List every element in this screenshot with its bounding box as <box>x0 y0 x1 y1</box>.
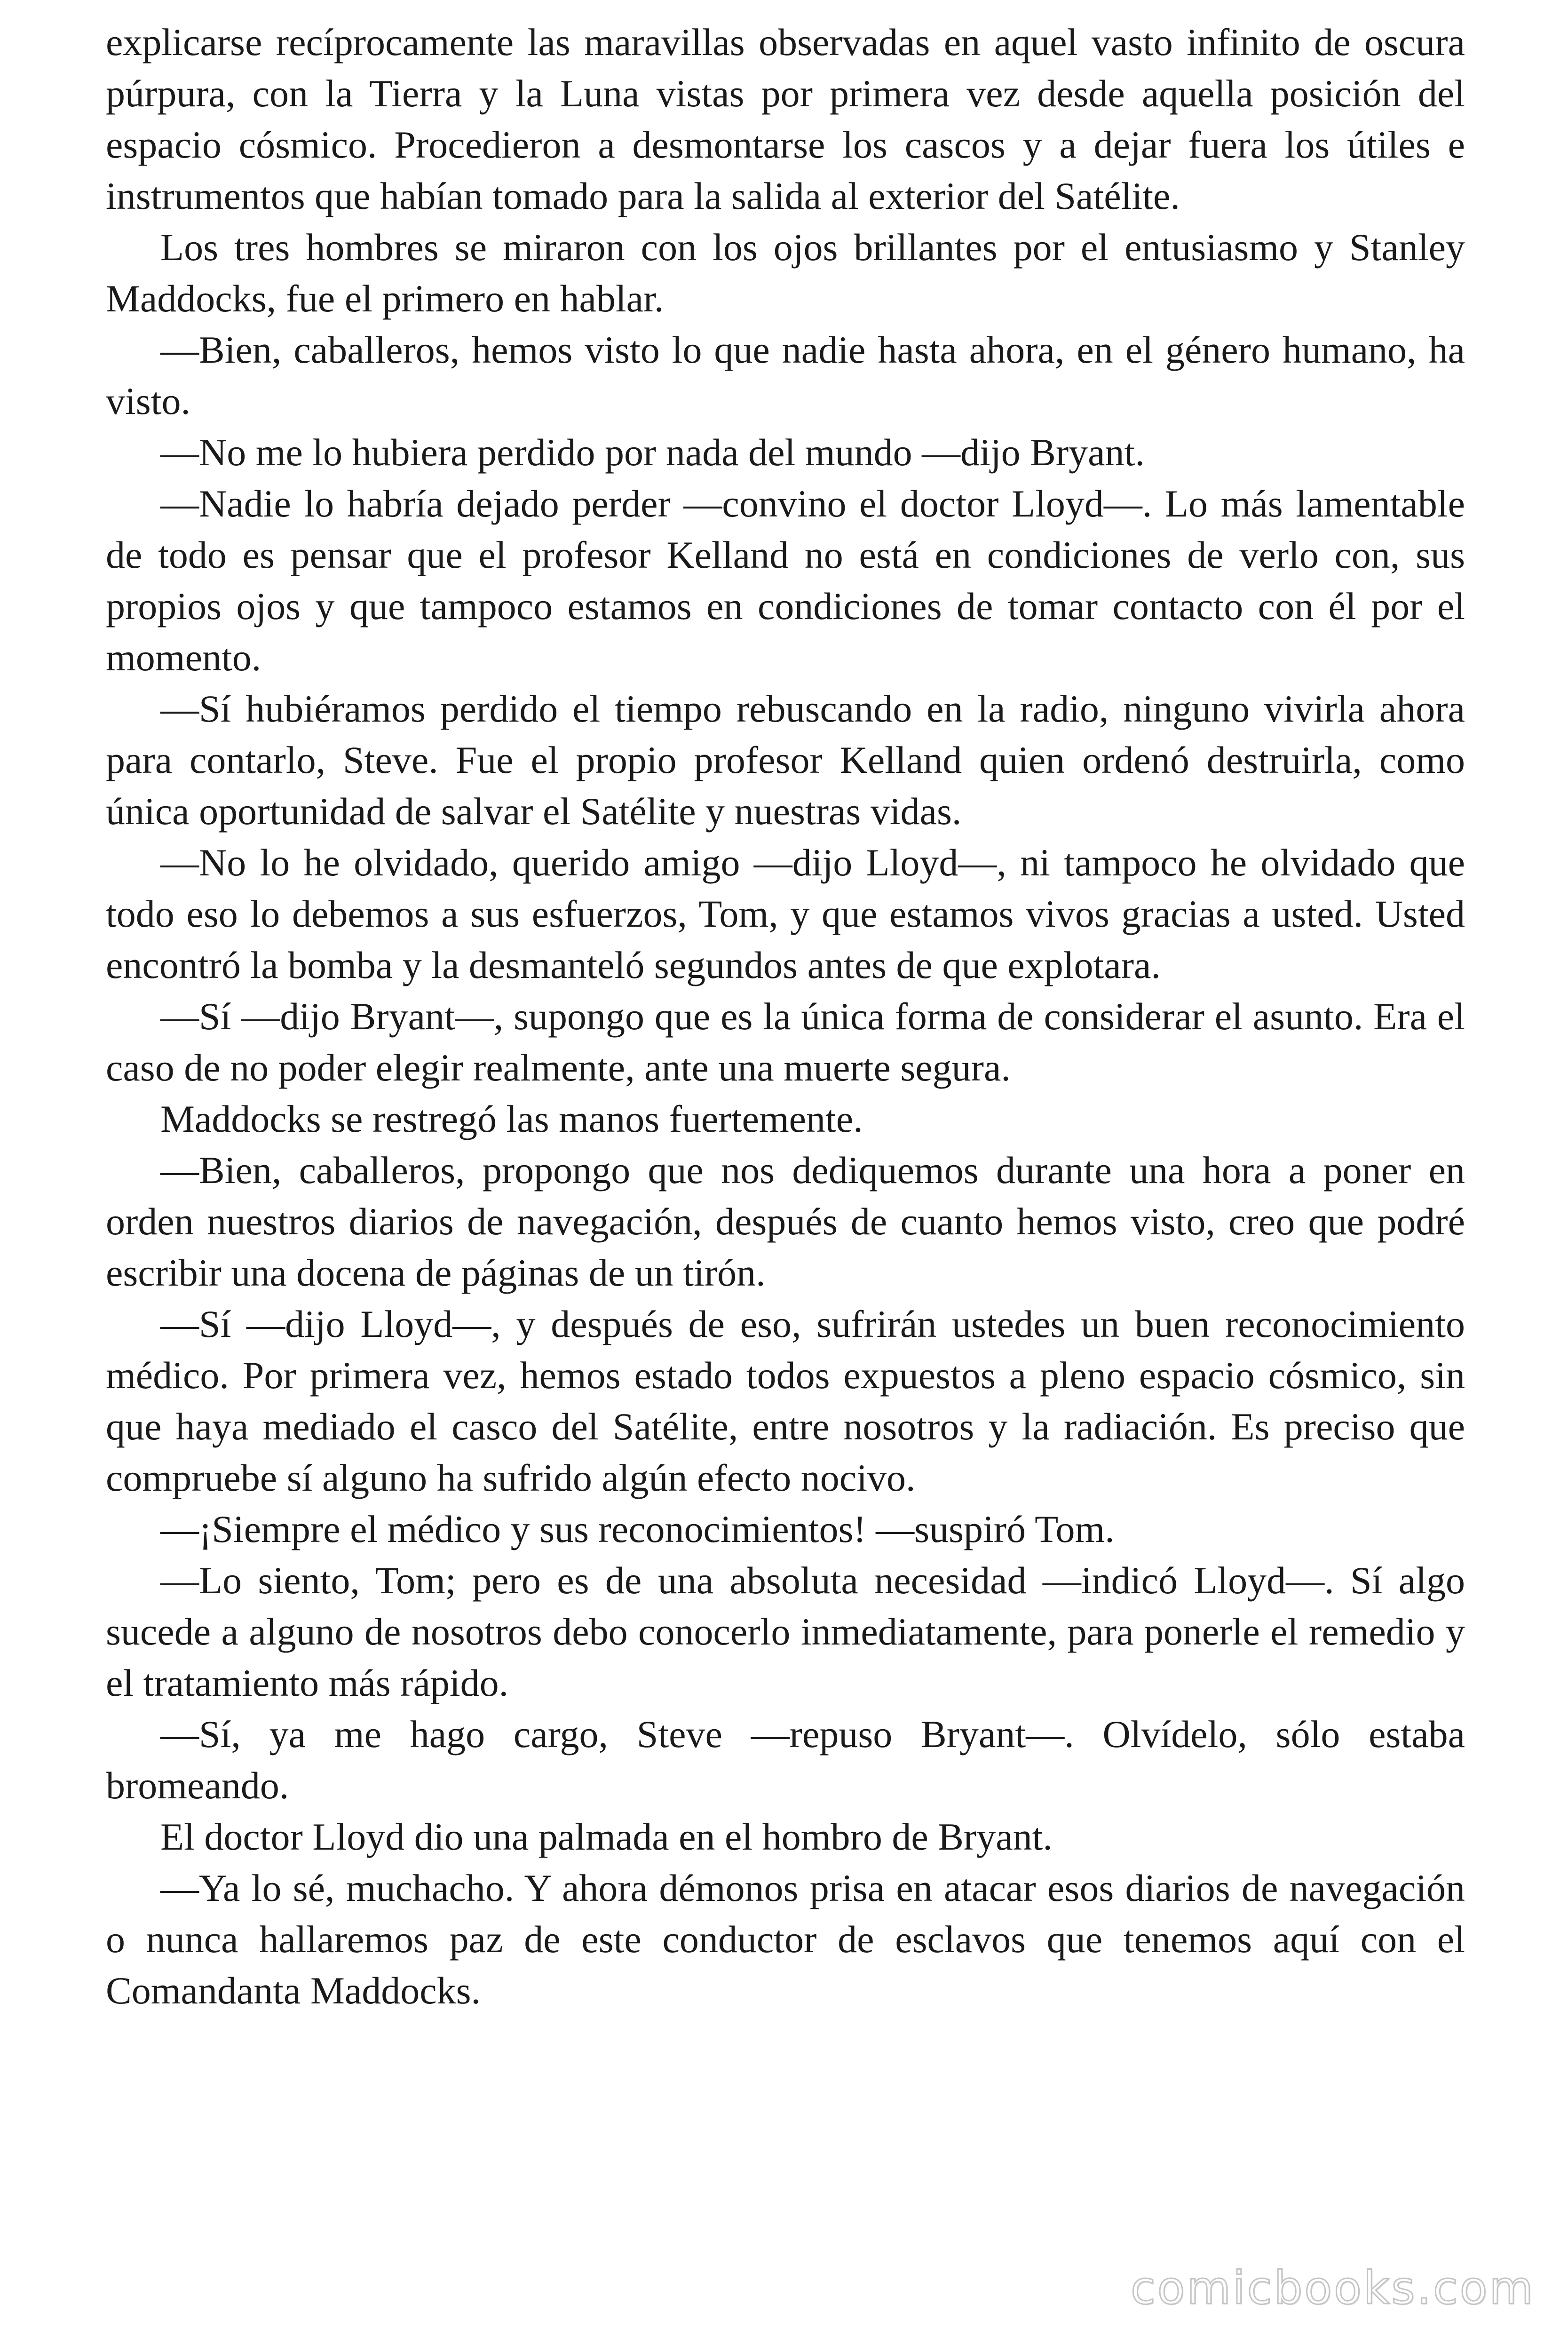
paragraph: —Bien, caballeros, hemos visto lo que nadie hasta ahora, en el género humano, ha visto. <box>106 328 1465 422</box>
paragraph: Los tres hombres se miraron con los ojos brillantes por el entusiasmo y Stanley Maddocks, fue el primero en hablar. <box>106 226 1465 320</box>
paragraph: —Sí —dijo Lloyd—, y después de eso, sufrirán ustedes un buen reconocimiento médico. Por primera vez, hemos estado todos expuestos a pleno espacio cósmico, sin que haya mediado el casco del Satélite, entre nosotros y la radiación. Es preciso que compruebe sí alguno ha sufrido algún efecto nocivo. <box>106 1303 1465 1499</box>
paragraph: —Sí —dijo Bryant—, supongo que es la única forma de considerar el asunto. Era el caso de no poder elegir realmente, ante una muerte segura. <box>106 995 1465 1089</box>
paragraph: Maddocks se restregó las manos fuertemente. <box>160 1097 863 1140</box>
paragraph: —Nadie lo habría dejado perder —convino el doctor Lloyd—. Lo más lamentable de todo es pensar que el profesor Kelland no está en condiciones de verlo con, sus propios ojos y que tampoco estamos en condiciones de tomar contacto con él por el momento. <box>106 482 1465 679</box>
paragraph: El doctor Lloyd dio una palmada en el hombro de Bryant. <box>160 1815 1053 1858</box>
paragraph: —Lo siento, Tom; pero es de una absoluta necesidad —indicó Lloyd—. Sí algo sucede a alguno de nosotros debo conocerlo inmediatamente, para ponerle el remedio y el tratamiento más rápido. <box>106 1559 1465 1704</box>
watermark-text: comicbooks.com <box>1130 2262 1535 2314</box>
paragraph: —Sí hubiéramos perdido el tiempo rebuscando en la radio, ninguno vivirla ahora para contarlo, Steve. Fue el propio profesor Kelland quien ordenó destruirla, como única oportunidad de salvar el Satélite y nuestras vidas. <box>106 687 1465 833</box>
paragraph-continued: explicarse recíprocamente las maravillas observadas en aquel vasto infinito de oscura púrpura, con la Tierra y la Luna vistas por primera vez desde aquella posición del espacio cósmico. Procedieron a desmontarse los cascos y a dejar fuera los útiles e instrumentos que habían tomado para la salida al exterior del Satélite. <box>106 21 1465 217</box>
paragraph: —Ya lo sé, muchacho. Y ahora démonos prisa en atacar esos diarios de navegación o nunca hallaremos paz de este conductor de esclavos que tenemos aquí con el Comandanta Maddocks. <box>106 1867 1465 2012</box>
paragraph: —Sí, ya me hago cargo, Steve —repuso Bryant—. Olvídelo, sólo estaba bromeando. <box>106 1713 1465 1807</box>
paragraph: —No lo he olvidado, querido amigo —dijo Lloyd—, ni tampoco he olvidado que todo eso lo debemos a sus esfuerzos, Tom, y que estamos vivos gracias a usted. Usted encontró la bomba y la desmanteló segundos antes de que explotara. <box>106 841 1465 986</box>
paragraph: —No me lo hubiera perdido por nada del mundo —dijo Bryant. <box>160 431 1145 474</box>
book-page-text <box>106 16 1465 2016</box>
paragraph: —¡Siempre el médico y sus reconocimientos! —suspiró Tom. <box>160 1508 1115 1550</box>
paragraph: —Bien, caballeros, propongo que nos dediquemos durante una hora a poner en orden nuestros diarios de navegación, después de cuanto hemos visto, creo que podré escribir una docena de páginas de un tirón. <box>106 1149 1465 1294</box>
